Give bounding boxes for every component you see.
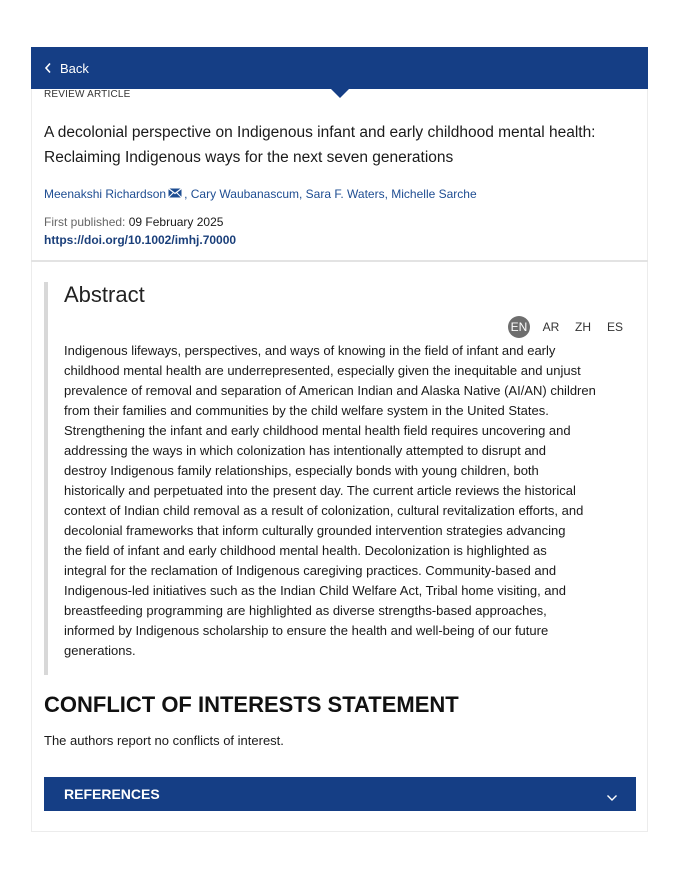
language-switcher <box>508 316 626 338</box>
abstract-line: addressing the ways in which colonization has intentionally attempted to disrupt and <box>64 443 547 458</box>
author-link[interactable]: Sara F. Waters <box>305 187 385 201</box>
author-link[interactable]: Meenakshi Richardson <box>44 187 167 201</box>
back-label: Back <box>60 60 89 76</box>
author-list <box>44 187 477 201</box>
abstract-line: childhood mental health are underrepresented, especially given the inequitable and unjust <box>64 363 581 378</box>
top-nav-bar <box>31 47 648 89</box>
conflict-text: The authors report no conflicts of interest. <box>44 733 284 748</box>
abstract-heading: Abstract <box>64 282 145 307</box>
first-published-date: 09 February 2025 <box>128 215 224 229</box>
abstract-line: informed by Indigenous scholarship to ensure the health and well-being of our future <box>64 623 549 638</box>
abstract-line: prevalence of removal and separation of American Indian and Alaska Native (AI/AN) children <box>64 383 596 398</box>
language-ar-button[interactable]: AR <box>542 320 560 334</box>
author-separator: , <box>299 187 306 201</box>
nav-notch <box>331 89 349 98</box>
abstract-line: the field of infant and early childhood mental health. Decolonization is highlighted as <box>64 543 547 558</box>
article-title-line: A decolonial perspective on Indigenous infant and early childhood mental health: <box>44 124 596 141</box>
conflict-heading: CONFLICT OF INTERESTS STATEMENT <box>44 692 459 717</box>
language-zh-button[interactable]: ZH <box>575 320 591 334</box>
chevron-down-icon <box>606 789 618 805</box>
article-title-line: Reclaiming Indigenous ways for the next seven generations <box>44 149 454 166</box>
chevron-left-icon <box>44 62 52 74</box>
author-link[interactable]: Cary Waubanascum <box>190 187 299 201</box>
abstract-line: breastfeeding programming are highlighted as diverse strengths-based approaches, <box>64 603 547 618</box>
abstract-line: Indigenous-led initiatives such as the Indian Child Welfare Act, Tribal home visiting, and <box>64 583 566 598</box>
abstract-line: context of Indian child removal as a result of colonization, cultural revitalization efforts, and <box>64 503 584 518</box>
author-link[interactable]: Michelle Sarche <box>391 187 477 201</box>
publication-date <box>44 215 223 229</box>
first-published-label: First published: <box>44 215 126 229</box>
envelope-icon[interactable] <box>168 187 182 201</box>
abstract-line: decolonial frameworks that inform culturally grounded intervention strategies advancing <box>64 523 566 538</box>
abstract-line: integral for the reclamation of Indigenous caregiving practices. Community-based and <box>64 563 557 578</box>
abstract-section <box>44 282 636 675</box>
back-button[interactable] <box>44 47 89 89</box>
doi-link[interactable]: https://doi.org/10.1002/imhj.70000 <box>44 233 237 247</box>
language-en-button[interactable]: EN <box>508 316 530 338</box>
section-divider <box>31 260 648 262</box>
article-title <box>44 120 644 170</box>
abstract-line: Strengthening the infant and early childhood mental health field requires uncovering and <box>64 423 571 438</box>
abstract-line: Indigenous lifeways, perspectives, and ways of knowing in the field of infant and early <box>64 343 556 358</box>
abstract-line: from their families and communities by the child welfare system in the United States. <box>64 403 549 418</box>
abstract-line: historically and perpetuated into the present day. The current article reviews the historical <box>64 483 576 498</box>
abstract-line: destroy Indigenous family relationships, especially bonds with young children, both <box>64 463 539 478</box>
language-es-button[interactable]: ES <box>606 320 623 334</box>
article-type-label: REVIEW ARTICLE <box>44 89 131 100</box>
references-label: REFERENCES <box>64 786 160 802</box>
author-separator: , <box>184 187 191 201</box>
author-separator: , <box>384 187 392 201</box>
abstract-line: generations. <box>64 643 136 658</box>
abstract-text <box>64 341 638 661</box>
references-accordion[interactable] <box>44 777 636 811</box>
